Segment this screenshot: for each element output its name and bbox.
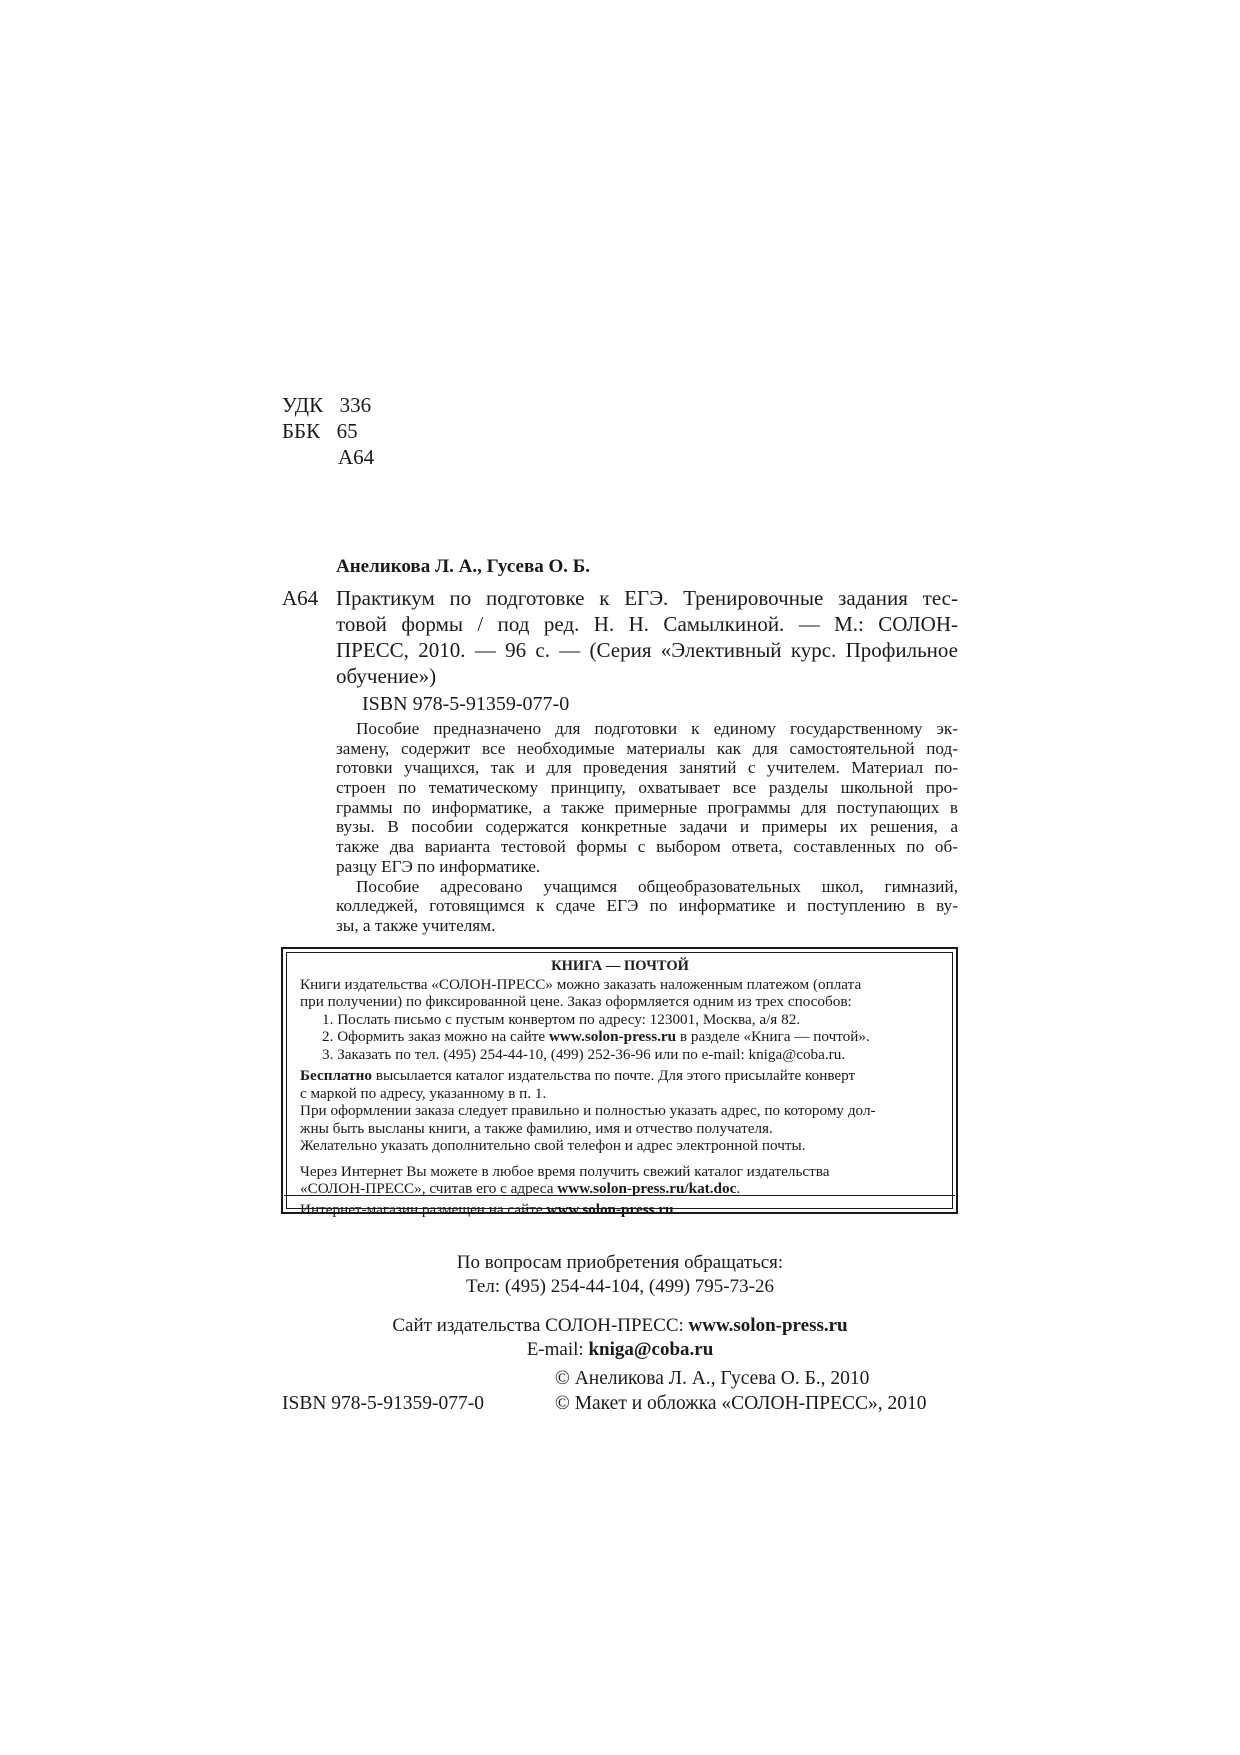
site-block: [300, 1314, 940, 1362]
internet-catalog-line-2: [300, 1180, 940, 1198]
free-catalog-text: высылается каталог издательства по почте. Для этого присылайте конверт: [372, 1067, 856, 1084]
biblio-line: товой формы / под ред. Н. Н. Самылкиной. — М.: СОЛОН-: [336, 612, 958, 636]
free-catalog-line-2: с маркой по адресу, указанному в п. 1.: [300, 1084, 547, 1102]
bbk-label: ББК: [282, 419, 321, 443]
abstract-line: разцу ЕГЭ по информатике.: [336, 856, 541, 876]
udk-label: УДК: [282, 393, 324, 417]
order-note-line: При оформлении заказа следует правильно и полностью указать адрес, по которому дол-: [300, 1102, 876, 1119]
abstract-line: замену, содержит все необходимые материалы как для самостоятельной под-: [336, 738, 958, 758]
author-mark: А64: [338, 445, 375, 469]
phone-text: Тел: (495) 254-44-104, (499) 795-73-26: [466, 1276, 774, 1297]
publisher-site-line: [300, 1314, 940, 1338]
book-authors: Анеликова Л. А., Гусева О. Б.: [336, 556, 591, 577]
order-note-line: жны быть высланы книги, а также фамилию, имя и отчество получателя.: [300, 1119, 773, 1137]
email-link[interactable]: kniga@coba.ru: [588, 1339, 714, 1360]
inquiry-text: По вопросам приобретения обращаться:: [456, 1252, 784, 1273]
abstract-line: колледжей, готовящимся к сдаче ЕГЭ по информатике и поступлению в ву-: [336, 896, 958, 916]
copyright-authors: © Анеликова Л. А., Гусева О. Б., 2010: [555, 1368, 870, 1389]
order-method-2: [300, 1028, 940, 1046]
abstract-line: также два варианта тестовой формы с выбором ответа, составленных по об-: [336, 837, 958, 857]
email-line: [300, 1338, 940, 1362]
udk-value: 336: [339, 393, 372, 417]
classification-block: [282, 392, 374, 470]
online-shop-link[interactable]: www.solon-press.ru: [546, 1200, 674, 1218]
abstract-line: вузы. В пособии содержатся конкретные задачи и примеры их решения, а: [336, 817, 958, 837]
order-method-2-text: 2. Оформить заказ можно на сайте: [322, 1028, 549, 1045]
copyright-publisher: © Макет и обложка «СОЛОН-ПРЕСС», 2010: [555, 1393, 927, 1414]
mail-order-intro-line: при получении) по фиксированной цене. Заказ оформляется одним из трех способов:: [300, 993, 852, 1010]
free-catalog-line: [300, 1067, 940, 1085]
free-catalog-bold: Бесплатно: [300, 1067, 372, 1084]
abstract: [336, 719, 958, 936]
bbk-line: [282, 418, 374, 444]
abstract-line: зы, а также учителям.: [336, 915, 496, 935]
mail-order-intro-line: Книги издательства «СОЛОН-ПРЕСС» можно заказать наложенным платежом (оплата: [300, 975, 862, 993]
publisher-site-label: Сайт издательства СОЛОН-ПРЕСС:: [392, 1315, 689, 1336]
book-isbn: ISBN 978-5-91359-077-0: [362, 693, 570, 715]
abstract-line: Пособие предназначено для подготовки к единому государственному эк-: [356, 719, 958, 738]
biblio-line: обучение»): [336, 664, 437, 688]
biblio-line: Практикум по подготовке к ЕГЭ. Тренировочные задания тес-: [336, 586, 958, 610]
order-site-link[interactable]: www.solon-press.ru: [548, 1028, 677, 1045]
order-note-line: Желательно указать дополнительно свой телефон и адрес электронной почты.: [300, 1137, 806, 1154]
catalog-download-link[interactable]: www.solon-press.ru/kat.doc: [557, 1180, 737, 1197]
copyright-isbn: ISBN 978-5-91359-077-0: [282, 1393, 485, 1414]
mail-order-title: КНИГА — ПОЧТОЙ: [551, 958, 689, 974]
bbk-value: 65: [336, 419, 358, 443]
online-shop-text: Интернет-магазин размещен на сайте: [300, 1200, 547, 1218]
online-shop-line: [300, 1201, 940, 1219]
order-method-3: 3. Заказать по тел. (495) 254-44-10, (499) 252-36-96 или по e-mail: kniga@coba.ru.: [322, 1045, 846, 1063]
internet-catalog-suffix: .: [736, 1180, 741, 1197]
mail-order-text: [300, 958, 940, 1218]
internet-catalog-line: Через Интернет Вы можете в любое время получить свежий каталог издательства: [300, 1162, 830, 1180]
abstract-line: готовки учащихся, так и для проведения занятий с учителем. Материал по-: [336, 758, 958, 778]
internet-catalog-text: «СОЛОН-ПРЕСС», считав его с адреса: [300, 1180, 558, 1197]
biblio-line: ПРЕСС, 2010. — 96 с. — (Серия «Элективный курс. Профильное: [336, 638, 958, 662]
udk-line: [282, 392, 374, 418]
abstract-line: Пособие адресовано учащимся общеобразовательных школ, гимназий,: [356, 876, 958, 896]
order-method-1: 1. Послать письмо с пустым конвертом по адресу: 123001, Москва, а/я 82.: [322, 1010, 801, 1028]
abstract-line: строен по тематическому принципу, охватывает все разделы школьной про-: [336, 778, 958, 798]
email-label: E-mail:: [526, 1339, 589, 1360]
order-method-2-suffix: в разделе «Книга — почтой».: [676, 1028, 870, 1045]
catalog-code: А64: [282, 586, 319, 610]
online-shop-suffix: .: [673, 1200, 678, 1218]
publisher-site-link[interactable]: www.solon-press.ru: [688, 1315, 848, 1336]
contacts-block: [300, 1251, 940, 1299]
bibliographic-description: [336, 585, 958, 689]
abstract-line: граммы по информатике, а также примерные программы для поступающих в: [336, 797, 958, 817]
